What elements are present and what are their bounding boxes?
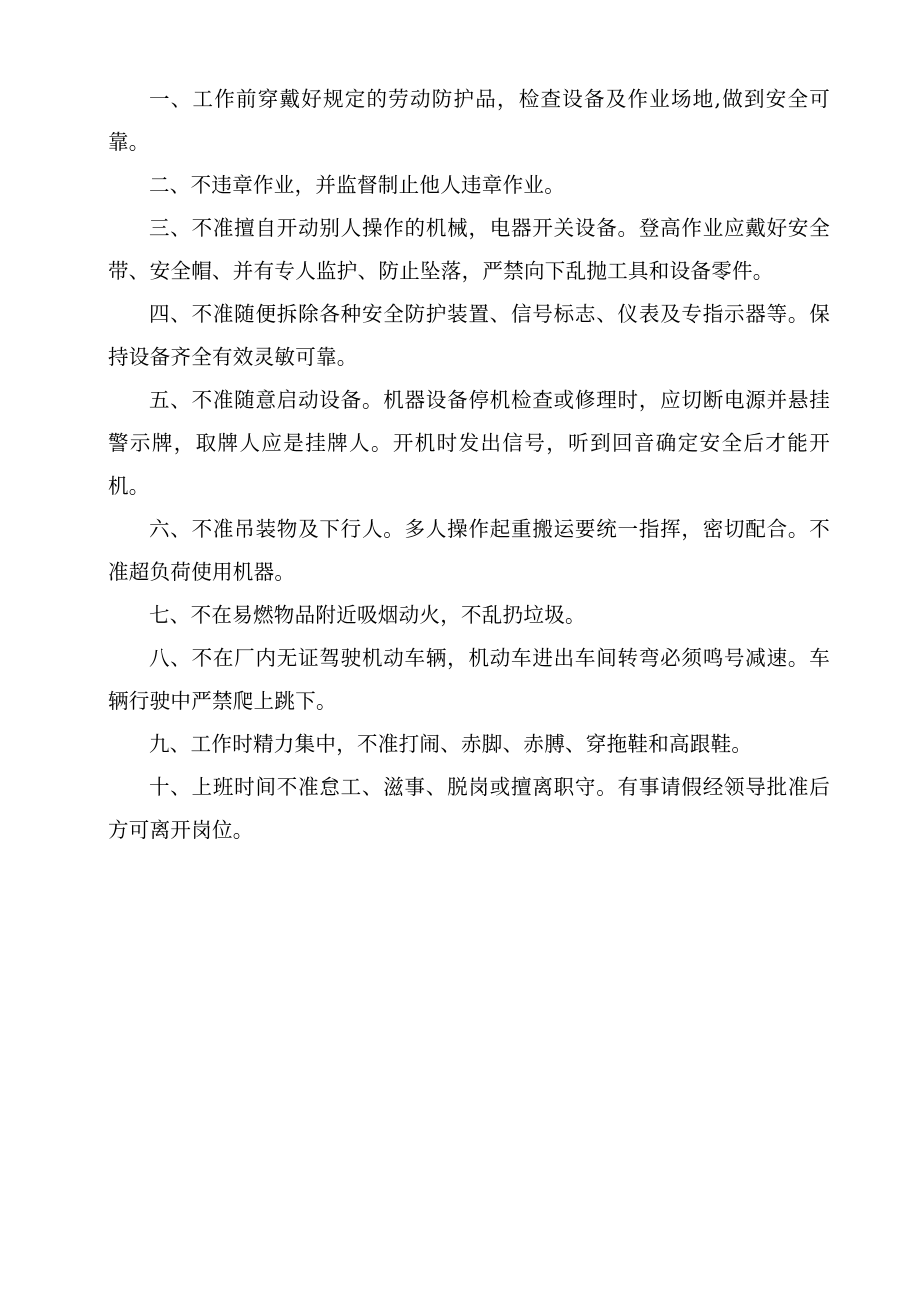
rule-1: 一、工作前穿戴好规定的劳动防护品，检查设备及作业场地,做到安全可靠。 (108, 87, 830, 154)
rule-9: 九、工作时精力集中，不准打闹、赤脚、赤膊、穿拖鞋和高跟鞋。 (149, 732, 753, 756)
rule-4: 四、不准随便拆除各种安全防护装置、信号标志、仪表及专指示器等。保持设备齐全有效灵敏可靠。 (108, 302, 830, 369)
rule-10: 十、上班时间不准怠工、滋事、脱岗或擅离职守。有事请假经领导批准后方可离开岗位。 (108, 775, 830, 842)
rule-6: 六、不准吊装物及下行人。多人操作起重搬运要统一指挥，密切配合。不准超负荷使用机器。 (108, 517, 830, 584)
rule-5: 五、不准随意启动设备。机器设备停机检查或修理时，应切断电源并悬挂警示牌，取牌人应是挂牌人。开机时发出信号，听到回音确定安全后才能开机。 (108, 388, 830, 498)
rule-7: 七、不在易燃物品附近吸烟动火，不乱扔垃圾。 (149, 603, 586, 627)
rule-3: 三、不准擅自开动别人操作的机械，电器开关设备。登高作业应戴好安全带、安全帽、并有专人监护、防止坠落，严禁向下乱抛工具和设备零件。 (108, 216, 830, 283)
rule-8: 八、不在厂内无证驾驶机动车辆，机动车进出车间转弯必须鸣号减速。车辆行驶中严禁爬上跳下。 (108, 646, 830, 713)
rule-2: 二、不违章作业，并监督制止他人违章作业。 (149, 173, 565, 197)
document-page (108, 78, 830, 852)
